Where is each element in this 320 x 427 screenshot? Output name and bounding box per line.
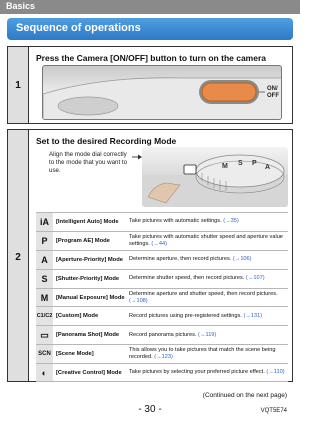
mode-desc: Determine shutter speed, then record pictures. (→107)	[129, 275, 265, 282]
mode-name: [Aperture-Priority] Mode	[56, 256, 123, 263]
mode-row	[36, 269, 288, 288]
page-link[interactable]: (→123)	[154, 354, 173, 361]
mode-desc: Record panorama pictures. (→119)	[129, 331, 217, 338]
mode-row	[36, 288, 288, 307]
on-off-text-1: ON/	[267, 86, 278, 92]
manual-exposure-icon: M	[36, 289, 53, 307]
page-link[interactable]: (→131)	[243, 312, 263, 319]
step-title: Set to the desired Recording Mode	[36, 136, 177, 146]
mode-row	[36, 363, 288, 382]
mode-row	[36, 325, 288, 344]
document-code: VQT5E74	[260, 408, 287, 414]
mode-dial-illustration	[142, 147, 288, 207]
creative-control-icon: ◐	[36, 364, 53, 381]
step-1	[7, 46, 293, 124]
mode-desc: Record pictures using pre-registered settings. (→131)	[129, 312, 263, 319]
mode-name: [Shutter-Priority] Mode	[56, 275, 120, 282]
mode-name: [Creative Control] Mode	[56, 369, 122, 376]
page-link[interactable]: (→35)	[223, 218, 239, 225]
page-link[interactable]: (→108)	[129, 297, 148, 304]
section-label: Basics	[6, 1, 36, 11]
mode-row	[36, 306, 288, 325]
step-number: 2	[15, 252, 21, 263]
svg-text:M: M	[222, 163, 228, 170]
step-number: 1	[15, 80, 21, 91]
page-title: Sequence of operations	[16, 22, 141, 34]
step-2	[7, 129, 293, 382]
svg-text:P: P	[252, 160, 257, 167]
dial-note: Align the mode dial correctly to the mode that you want to use.	[49, 151, 128, 174]
page-link[interactable]: (→119)	[198, 331, 217, 338]
program-ae-icon: P	[36, 232, 53, 250]
scene-mode-icon: SCN	[36, 345, 53, 363]
mode-desc: Take pictures by selecting your preferred picture effect. (→110)	[129, 369, 285, 376]
mode-name: [Manual Exposure] Mode	[56, 294, 125, 301]
on-off-text-2: OFF	[267, 93, 279, 99]
mode-name: [Program AE] Mode	[56, 237, 110, 244]
page-link[interactable]: (→106)	[232, 256, 252, 263]
mode-dial-drawing	[142, 147, 288, 207]
step-number-cell	[8, 130, 29, 381]
mode-name: [Panorama Shot] Mode	[56, 332, 120, 339]
camera-top-drawing	[43, 66, 282, 120]
mode-name: [Intelligent Auto] Mode	[56, 218, 119, 225]
step-number-cell	[8, 47, 29, 123]
step-title: Press the Camera [ON/OFF] button to turn on the camera	[36, 53, 267, 63]
section-bar	[0, 0, 300, 14]
page-link[interactable]: (→110)	[266, 369, 285, 376]
page-link[interactable]: (→44)	[151, 240, 167, 247]
mode-name: [Custom] Mode	[56, 313, 99, 320]
mode-desc: Determine aperture, then record pictures. (→106)	[129, 256, 252, 263]
page-link[interactable]: (→107)	[245, 275, 265, 282]
mode-row	[36, 231, 288, 250]
page-title-bar	[7, 18, 293, 40]
arrow-right-icon	[132, 154, 142, 160]
mode-desc: Take pictures with automatic shutter speed and aperture value settings. (→44)	[129, 233, 283, 247]
aperture-priority-icon: A	[36, 251, 53, 269]
mode-row	[36, 250, 288, 269]
shutter-priority-icon: S	[36, 270, 53, 288]
custom-mode-icon: C1/C2	[36, 307, 53, 325]
mode-desc: This allows you to take pictures that match the scene being recorded. (→123)	[129, 347, 276, 361]
mode-name: [Scene Mode]	[56, 351, 94, 358]
mode-desc: Take pictures with automatic settings. (→35)	[129, 218, 239, 225]
page-number: - 30 -	[138, 404, 162, 415]
svg-text:S: S	[238, 160, 243, 167]
intelligent-auto-icon: iA	[36, 213, 53, 231]
camera-top-illustration	[42, 65, 282, 120]
svg-text:A: A	[265, 164, 271, 171]
mode-desc: Determine aperture and shutter speed, then record pictures. (→108)	[129, 290, 278, 304]
continued-note: (Continued on the next page)	[202, 392, 287, 399]
panorama-icon: ▭	[36, 326, 53, 344]
mode-row	[36, 344, 288, 363]
mode-row	[36, 212, 288, 231]
mode-table	[36, 212, 288, 382]
